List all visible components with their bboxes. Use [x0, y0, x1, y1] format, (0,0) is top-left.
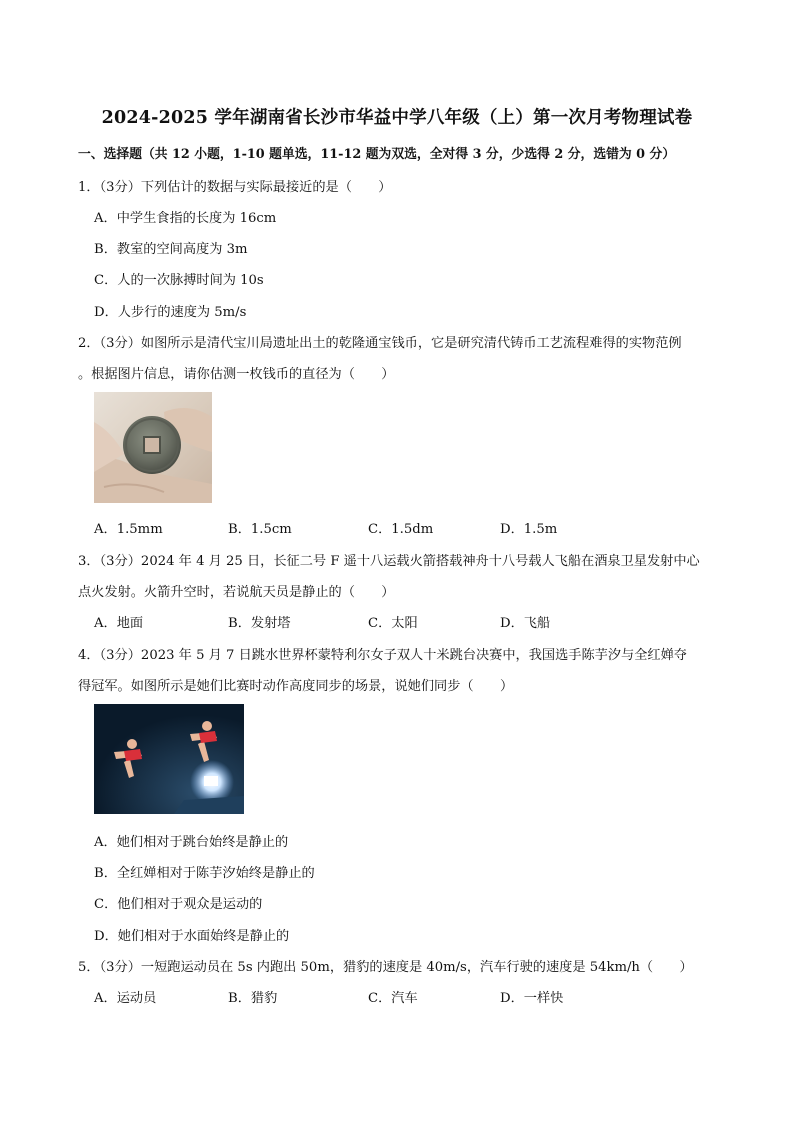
question-3-option-a[interactable]: A．地面 — [94, 616, 144, 631]
section-heading: 一、选择题（共 12 小题，1-10 题单选，11-12 题为双选，全对得 3 分，少选得 2 分，选错为 0 分） — [78, 147, 676, 162]
question-2-stem-line-1: 2．（3分）如图所示是清代宝川局遗址出土的乾隆通宝钱币，它是研究清代铸币工艺流程难得的实物范例 — [78, 336, 682, 351]
question-2-option-c[interactable]: C．1.5dm — [368, 522, 434, 537]
question-2-option-b[interactable]: B．1.5cm — [228, 522, 292, 537]
question-1-option-a[interactable]: A．中学生食指的长度为 16cm — [94, 211, 277, 226]
diving-photo — [94, 704, 244, 814]
question-3-option-b[interactable]: B．发射塔 — [228, 616, 291, 631]
question-4-stem-line-1: 4．（3分）2023 年 5 月 7 日跳水世界杯蒙特利尔女子双人十米跳台决赛中，我国选手陈芋汐与全红婵夺 — [78, 648, 687, 663]
question-4-option-b[interactable]: B．全红婵相对于陈芋汐始终是静止的 — [94, 866, 315, 881]
question-3-stem-line-2: 点火发射。火箭升空时，若说航天员是静止的（ ） — [78, 585, 395, 600]
question-4-option-a[interactable]: A．她们相对于跳台始终是静止的 — [94, 835, 289, 850]
question-1-stem: 1．（3分）下列估计的数据与实际最接近的是（ ） — [78, 180, 392, 195]
exam-title: 2024-2025 学年湖南省长沙市华益中学八年级（上）第一次月考物理试卷 — [101, 108, 693, 128]
question-1-option-c[interactable]: C．人的一次脉搏时间为 10s — [94, 273, 264, 288]
question-4-option-c[interactable]: C．他们相对于观众是运动的 — [94, 897, 263, 912]
question-5-option-c[interactable]: C．汽车 — [368, 991, 418, 1006]
coin-photo — [94, 392, 212, 503]
question-2-stem-line-2: 。根据图片信息，请你估测一枚钱币的直径为（ ） — [78, 367, 395, 382]
question-4-stem-line-2: 得冠军。如图所示是她们比赛时动作高度同步的场景，说她们同步（ ） — [78, 679, 514, 694]
question-2-option-d[interactable]: D．1.5m — [500, 522, 558, 537]
question-2-option-a[interactable]: A．1.5mm — [94, 522, 163, 537]
question-1-option-b[interactable]: B．教室的空间高度为 3m — [94, 242, 248, 257]
question-3-stem-line-1: 3．（3分）2024 年 4 月 25 日，长征二号 F 遥十八运载火箭搭载神舟十八号载人飞船在酒泉卫星发射中心 — [78, 554, 700, 569]
question-5-option-a[interactable]: A．运动员 — [94, 991, 157, 1006]
question-3-option-d[interactable]: D．飞船 — [500, 616, 551, 631]
question-1-option-d[interactable]: D．人步行的速度为 5m/s — [94, 305, 247, 320]
question-5-stem: 5．（3分）一短跑运动员在 5s 内跑出 50m，猎豹的速度是 40m/s，汽车行驶的速度是 54km/h（ ） — [78, 960, 693, 975]
question-3-option-c[interactable]: C．太阳 — [368, 616, 418, 631]
question-5-option-b[interactable]: B．猎豹 — [228, 991, 278, 1006]
question-4-option-d[interactable]: D．她们相对于水面始终是静止的 — [94, 929, 290, 944]
question-5-option-d[interactable]: D．一样快 — [500, 991, 564, 1006]
